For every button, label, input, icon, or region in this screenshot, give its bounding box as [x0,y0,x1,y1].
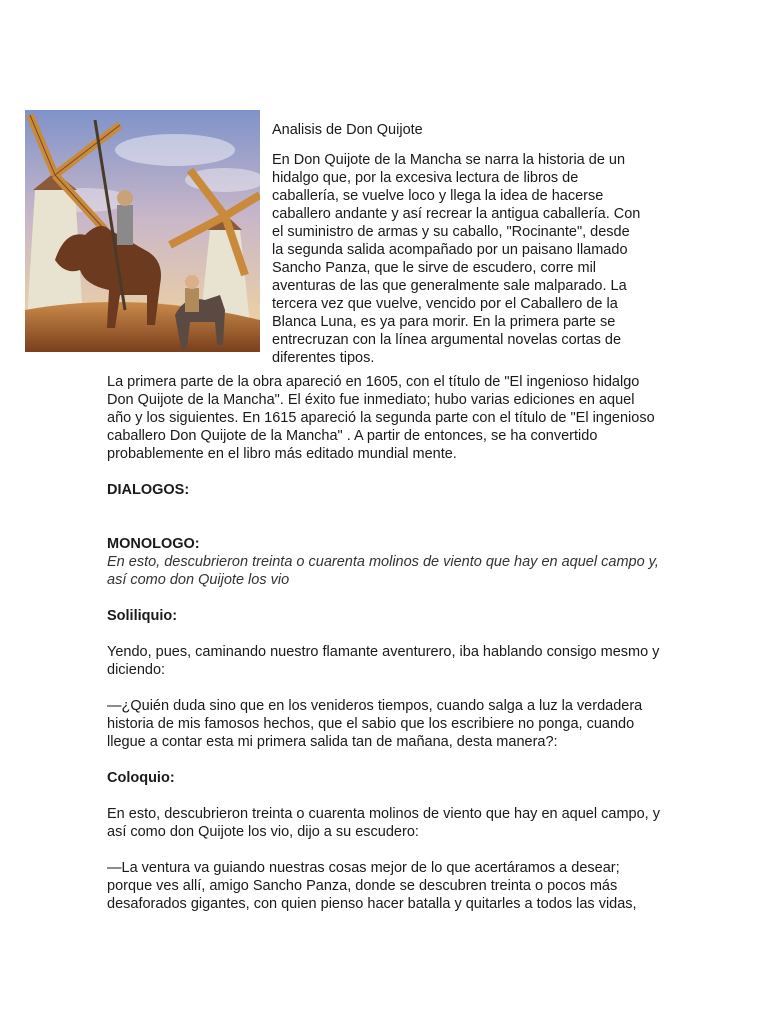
windmills-scene-image [25,110,260,352]
history-paragraph: La primera parte de la obra apareció en 1605, con el título de "El ingenioso hidalgo Don Quijote de la Mancha". El éxito fue inmediato; hubo varias ediciones en aquel año y los siguientes. En 1615 apareció la segunda parte con el título de "El ingenioso caballero Don Quijote de la Mancha" . A partir de entonces, se ha convertido probablemente en el libro más editado mundial mente. [107,374,655,462]
soliloquio-heading: Soliliquio: [107,608,178,624]
document-body [107,373,662,913]
don-quijote-illustration [25,110,260,352]
document-title: Analisis de Don Quijote [272,122,423,138]
intro-paragraph: En Don Quijote de la Mancha se narra la historia de un hidalgo que, por la excesiva lectura de libros de caballería, se vuelve loco y llega la idea de hacerse caballero andante y así recrear la antigua caballería. Con el suministro de armas y su caballo, "Rocinante", desde la segunda salida acompañado por un paisano llamado Sancho Panza, que le sirve de escudero, corre mil aventuras de las que generalmente sale malparado. La tercera vez que vuelve, vencido por el Caballero de la Blanca Luna, es ya para morir. En la primera parte se entrecruzan con la línea argumental novelas cortas de diferentes tipos. [272,152,641,366]
coloquio-paragraph-2: —La ventura va guiando nuestras cosas mejor de lo que acertáramos a desear; porque ves allí, amigo Sancho Panza, donde se descubren treinta o pocos más desaforados gigantes, con quien pienso hacer batalla y quitarles a todos las vidas, [107,860,637,912]
coloquio-heading: Coloquio: [107,770,175,786]
monologo-text: En esto, descubrieron treinta o cuarenta molinos de viento que hay en aquel campo y, así como don Quijote los vio [107,554,659,588]
soliloquio-paragraph-2: —¿Quién duda sino que en los venideros tiempos, cuando salga a luz la verdadera historia de mis famosos hechos, que el sabio que los escribiere no ponga, cuando llegue a contar esta mi primera salida tan de mañana, desta manera?: [107,698,643,750]
monologo-heading: MONOLOGO: [107,536,200,552]
coloquio-paragraph-1: En esto, descubrieron treinta o cuarenta molinos de viento que hay en aquel campo, y así como don Quijote los vio, dijo a su escudero: [107,806,660,840]
dialogos-heading: DIALOGOS: [107,482,190,498]
soliloquio-paragraph-1: Yendo, pues, caminando nuestro flamante aventurero, iba hablando consigo mesmo y diciendo: [107,644,660,678]
